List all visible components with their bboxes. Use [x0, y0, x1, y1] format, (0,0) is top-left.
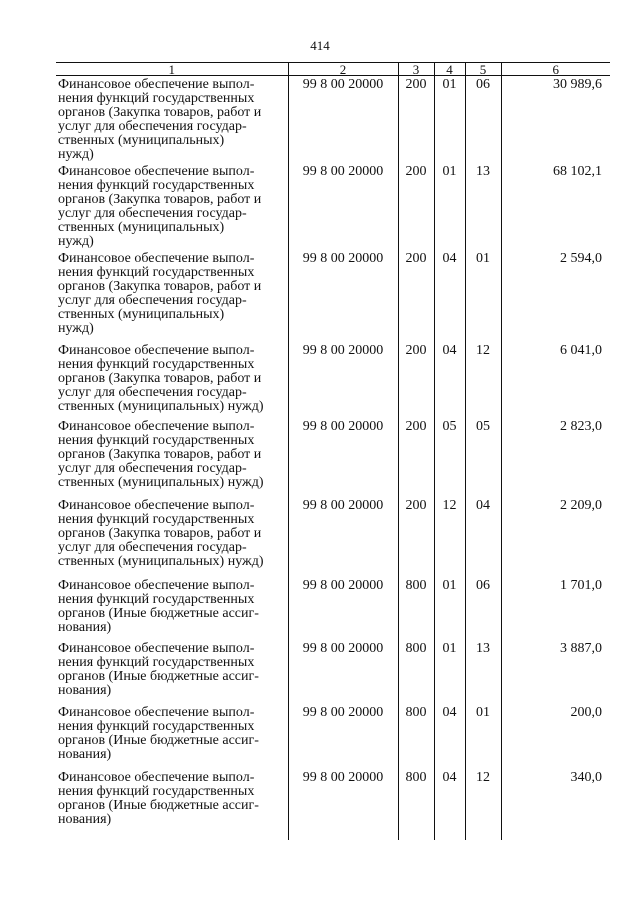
row-amount: 30 989,6: [501, 76, 610, 163]
description-line: нения функций государственных: [58, 654, 255, 670]
description-line: Финансовое обеспечение выпол-: [58, 418, 255, 434]
row-description: [56, 769, 288, 840]
row-section: 01: [434, 76, 465, 163]
row-section: 04: [434, 250, 465, 342]
description-line: ственных (муниципальных) нужд): [58, 398, 264, 414]
row-kbk-code: 99 8 00 20000: [288, 497, 398, 577]
description-line: услуг для обеспечения государ-: [58, 292, 247, 308]
description-line: Финансовое обеспечение выпол-: [58, 342, 255, 358]
row-kbk-code: 99 8 00 20000: [288, 250, 398, 342]
table-body: [56, 76, 610, 840]
row-subsection: 06: [465, 577, 501, 640]
description-line: нования): [58, 746, 112, 762]
table-row: [56, 704, 610, 769]
row-amount: 1 701,0: [501, 577, 610, 640]
description-line: нужд): [58, 147, 94, 162]
row-section: 05: [434, 418, 465, 497]
header-col-5: 5: [465, 63, 501, 76]
header-col-6: 6: [501, 63, 610, 76]
row-kbk-code: 99 8 00 20000: [288, 704, 398, 769]
row-description: [56, 577, 288, 640]
description-line: ственных (муниципальных): [58, 306, 225, 322]
table-row: [56, 577, 610, 640]
row-kbk-code: 99 8 00 20000: [288, 342, 398, 418]
description-line: Финансовое обеспечение выпол-: [58, 250, 255, 266]
description-line: органов (Закупка товаров, работ и: [58, 446, 262, 462]
row-section: 04: [434, 769, 465, 840]
row-section: 01: [434, 577, 465, 640]
description-line: органов (Иные бюджетные ассиг-: [58, 797, 259, 813]
description-line: ственных (муниципальных) нужд): [58, 553, 264, 569]
description-line: ственных (муниципальных) нужд): [58, 474, 264, 490]
description-line: нения функций государственных: [58, 591, 255, 607]
description-line: нения функций государственных: [58, 783, 255, 799]
row-section: 01: [434, 640, 465, 704]
row-expense-type: 200: [398, 497, 434, 577]
row-description: [56, 418, 288, 497]
row-expense-type: 200: [398, 250, 434, 342]
row-expense-type: 800: [398, 769, 434, 840]
description-line: нения функций государственных: [58, 264, 255, 280]
row-amount: 2 823,0: [501, 418, 610, 497]
table-row: [56, 418, 610, 497]
row-subsection: 04: [465, 497, 501, 577]
row-expense-type: 800: [398, 704, 434, 769]
row-kbk-code: 99 8 00 20000: [288, 163, 398, 250]
row-section: 01: [434, 163, 465, 250]
row-expense-type: 200: [398, 342, 434, 418]
row-amount: 68 102,1: [501, 163, 610, 250]
table-row: [56, 497, 610, 577]
page-number: 414: [310, 38, 330, 53]
row-description: [56, 704, 288, 769]
description-line: органов (Закупка товаров, работ и: [58, 278, 262, 294]
row-subsection: 05: [465, 418, 501, 497]
table-row: [56, 76, 610, 163]
table-row: [56, 163, 610, 250]
row-kbk-code: 99 8 00 20000: [288, 76, 398, 163]
description-line: органов (Закупка товаров, работ и: [58, 191, 262, 207]
description-line: услуг для обеспечения государ-: [58, 460, 247, 476]
description-line: нования): [58, 811, 112, 827]
row-amount: 3 887,0: [501, 640, 610, 704]
row-description: [56, 497, 288, 577]
description-line: Финансовое обеспечение выпол-: [58, 769, 255, 785]
header-col-2: 2: [288, 63, 398, 76]
row-description: [56, 640, 288, 704]
description-line: Финансовое обеспечение выпол-: [58, 497, 255, 513]
row-kbk-code: 99 8 00 20000: [288, 769, 398, 840]
table-row: [56, 342, 610, 418]
row-expense-type: 800: [398, 640, 434, 704]
description-line: органов (Иные бюджетные ассиг-: [58, 668, 259, 684]
row-section: 04: [434, 342, 465, 418]
row-section: 12: [434, 497, 465, 577]
row-amount: 2 209,0: [501, 497, 610, 577]
table-header: [56, 63, 610, 76]
description-line: Финансовое обеспечение выпол-: [58, 640, 255, 656]
row-amount: 340,0: [501, 769, 610, 840]
row-subsection: 06: [465, 76, 501, 163]
row-amount: 6 041,0: [501, 342, 610, 418]
row-subsection: 12: [465, 769, 501, 840]
description-line: Финансовое обеспечение выпол-: [58, 163, 255, 179]
header-col-3: 3: [398, 63, 434, 76]
row-description: [56, 163, 288, 250]
header-row: [56, 63, 610, 76]
description-line: органов (Иные бюджетные ассиг-: [58, 605, 259, 621]
description-line: нения функций государственных: [58, 718, 255, 734]
description-line: нения функций государственных: [58, 432, 255, 448]
description-line: органов (Закупка товаров, работ и: [58, 525, 262, 541]
description-line: органов (Закупка товаров, работ и: [58, 370, 262, 386]
description-line: нения функций государственных: [58, 511, 255, 527]
description-line: услуг для обеспечения государ-: [58, 384, 247, 400]
row-expense-type: 200: [398, 418, 434, 497]
description-line: нования): [58, 619, 112, 635]
row-amount: 2 594,0: [501, 250, 610, 342]
row-amount: 200,0: [501, 704, 610, 769]
row-description: [56, 250, 288, 342]
description-line: нования): [58, 682, 112, 698]
description-line: нения функций государственных: [58, 356, 255, 372]
description-line: Финансовое обеспечение выпол-: [58, 577, 255, 593]
row-description: [56, 342, 288, 418]
table-row: [56, 250, 610, 342]
description-line: нужд): [58, 233, 94, 249]
header-col-4: 4: [434, 63, 465, 76]
row-description: [56, 76, 288, 163]
row-kbk-code: 99 8 00 20000: [288, 418, 398, 497]
row-section: 04: [434, 704, 465, 769]
row-kbk-code: 99 8 00 20000: [288, 640, 398, 704]
table-row: [56, 640, 610, 704]
row-subsection: 01: [465, 704, 501, 769]
header-col-1: 1: [56, 63, 288, 76]
row-subsection: 13: [465, 163, 501, 250]
row-expense-type: 800: [398, 577, 434, 640]
row-subsection: 13: [465, 640, 501, 704]
description-line: органов (Закупка товаров, работ и: [58, 105, 262, 120]
description-line: услуг для обеспечения государ-: [58, 205, 247, 221]
row-subsection: 12: [465, 342, 501, 418]
budget-table: [56, 62, 610, 840]
description-line: услуг для обеспечения государ-: [58, 119, 247, 134]
row-subsection: 01: [465, 250, 501, 342]
description-line: органов (Иные бюджетные ассиг-: [58, 732, 259, 748]
description-line: услуг для обеспечения государ-: [58, 539, 247, 555]
description-line: Финансовое обеспечение выпол-: [58, 704, 255, 720]
description-line: ственных (муниципальных): [58, 219, 225, 235]
description-line: нужд): [58, 320, 94, 336]
row-expense-type: 200: [398, 76, 434, 163]
table-row: [56, 769, 610, 840]
description-line: Финансовое обеспечение выпол-: [58, 77, 255, 92]
row-kbk-code: 99 8 00 20000: [288, 577, 398, 640]
description-line: ственных (муниципальных): [58, 133, 225, 148]
row-expense-type: 200: [398, 163, 434, 250]
description-line: нения функций государственных: [58, 177, 255, 193]
description-line: нения функций государственных: [58, 91, 255, 106]
